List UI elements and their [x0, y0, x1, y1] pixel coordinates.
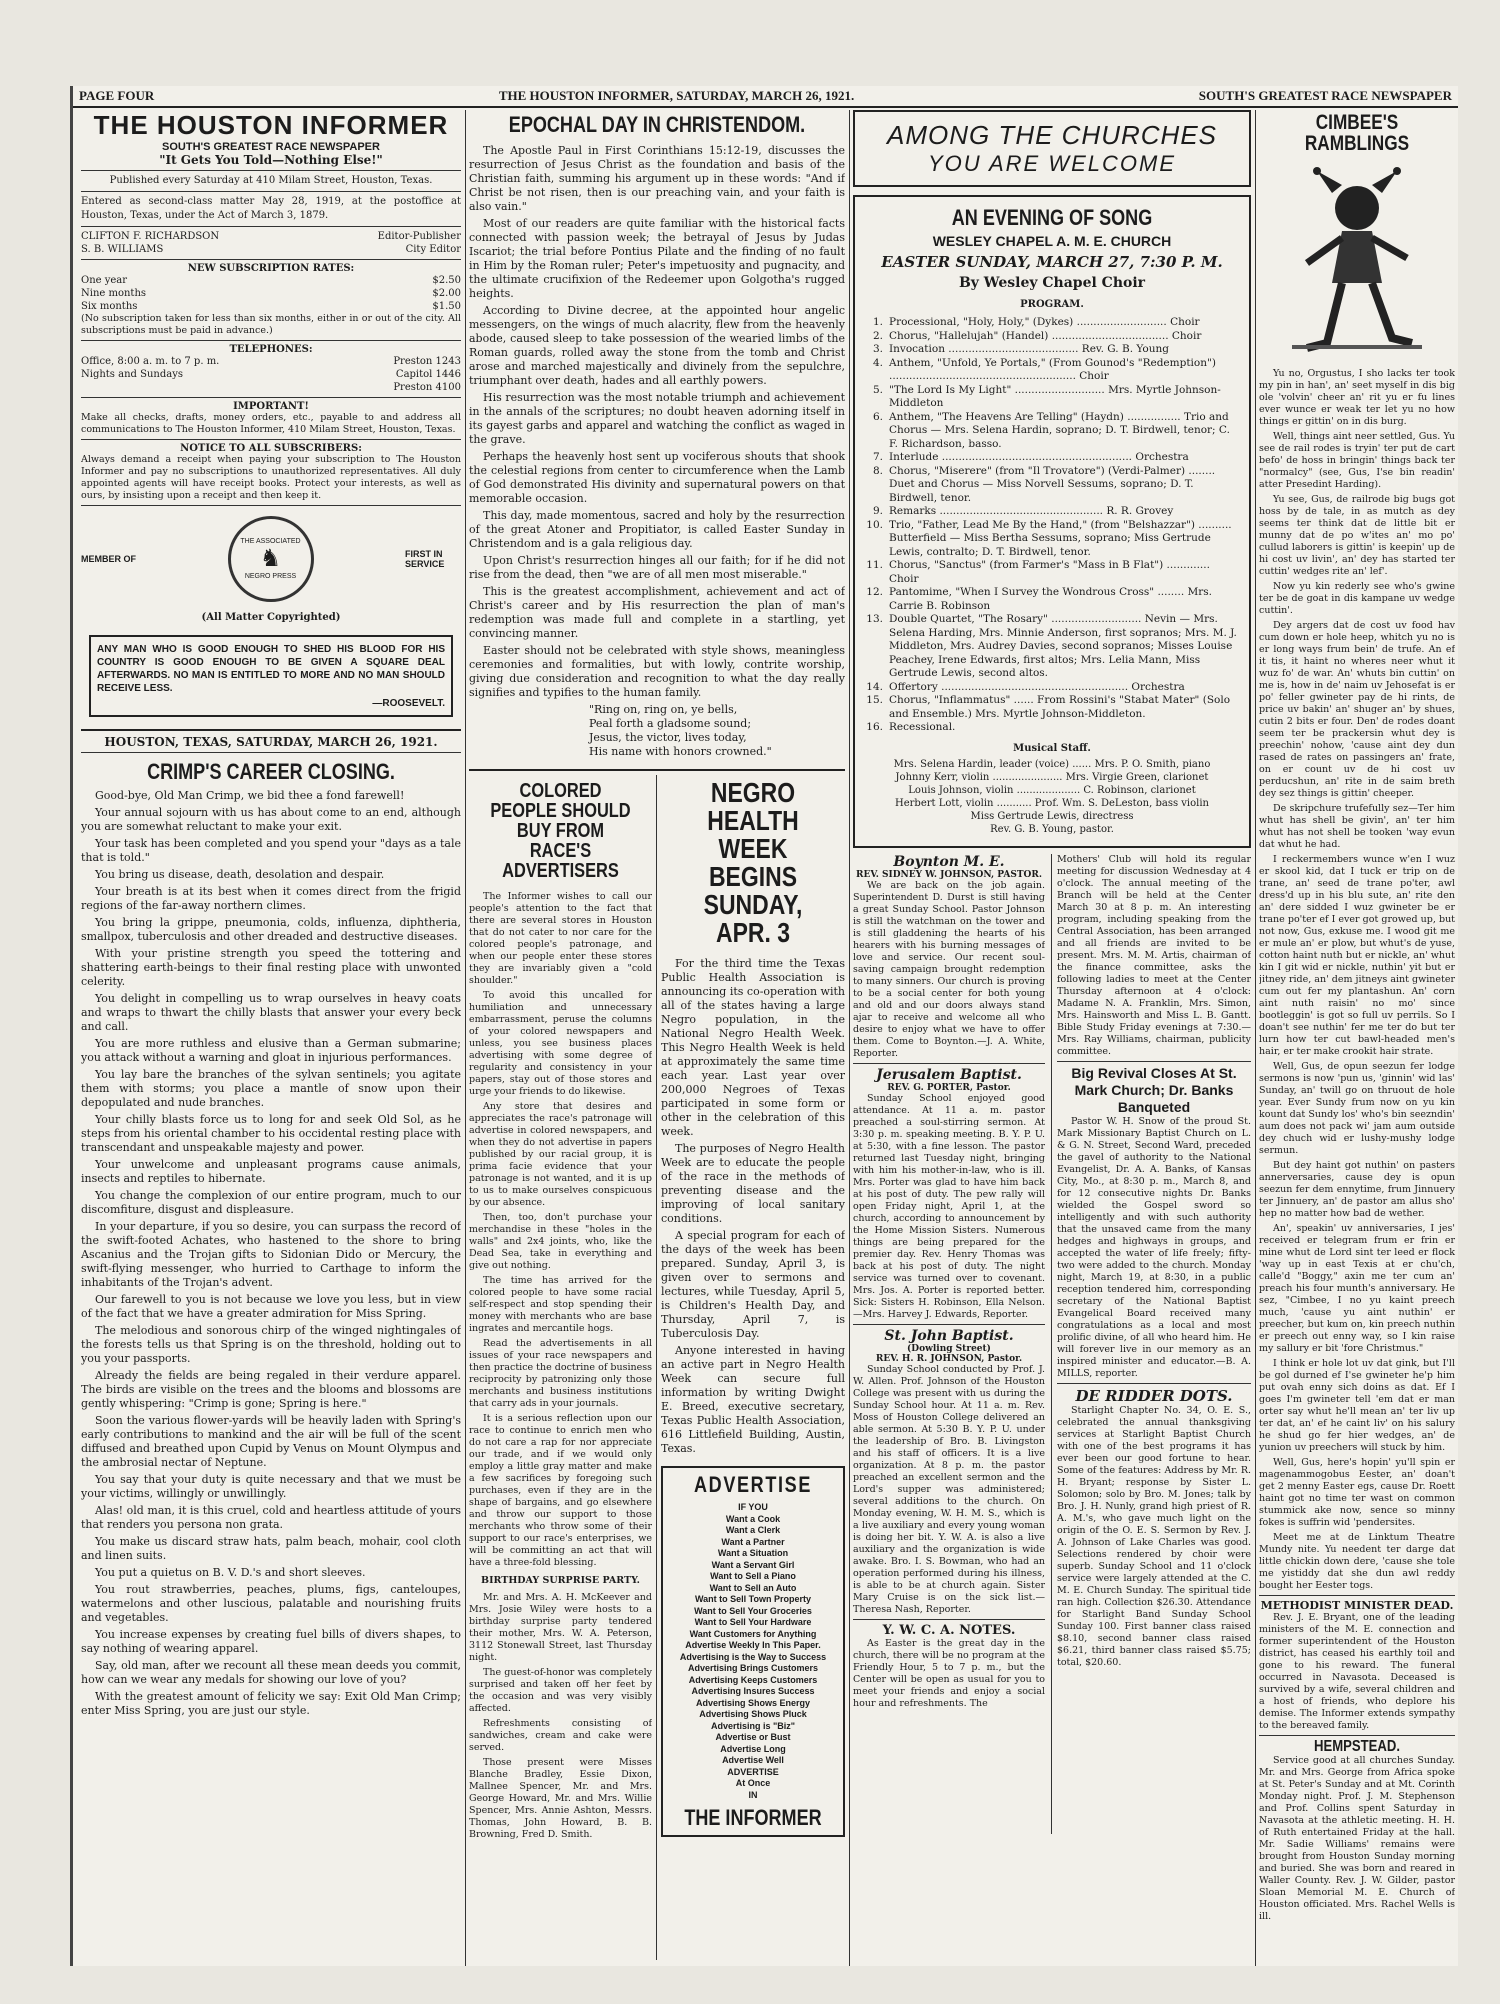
column-churches [853, 110, 1251, 1960]
program-number: 8. [872, 464, 883, 477]
phone-label: Office, 8:00 a. m. to 7 p. m. [81, 356, 220, 367]
seal-right: FIRST IN SERVICE [405, 549, 445, 569]
ywca-title: Y. W. C. A. NOTES. [882, 1622, 1016, 1638]
advertise-title: ADVERTISE [693, 1472, 813, 1497]
event-title: AN EVENING OF SONG [951, 205, 1153, 230]
paragraph: Dey argers dat de cost uv food hav cum down er hole heep, whitch yu no is er long ways frum bein' de trufe. An ef it tis, it haint no wheres neer whut it wuz fo' de war. An' whuts bin cuttin' on me is, how in de' naim uv Jehosefat is er po' feller gwineter pay de hi rints, de price uv bakin' an' shuger an' by shues, cutin 2 bits er four. Den' de rodes doant seem ter be prackersin whut dey is preechin' nohow, 'cause aint dey dun rased de rates on passingers an' frate, on er count uv de hi cost uv perducshun, an' rite in de saim breth dey sez things is gittin' cheeper. [1259, 620, 1455, 799]
paragraph: With your pristine strength you speed the tottering and shattering earth-beings to their final resting place with unwonted celerity. [81, 947, 461, 988]
page-header [73, 86, 1458, 108]
paragraph: This is the greatest accomplishment, achievement and act of Christ's career and by His resurrection the plan of man's redemption was made full and complete in a startling, yet convincing manner. [469, 585, 845, 640]
health-title: NEGRO HEALTH WEEK BEGINS SUNDAY, APR. 3 [703, 777, 803, 948]
staff-line: Mrs. Selena Hardin, leader (voice) ...... Mrs. P. O. Smith, piano [893, 758, 1211, 770]
phone-value: Preston 4100 [393, 382, 461, 393]
program-item [865, 411, 1239, 452]
crimp-article [81, 789, 461, 1718]
staff-line: Herbert Lott, violin ........... Prof. Wm. S. DeLeston, bass violin [895, 797, 1209, 809]
program-number: 15. [866, 694, 883, 706]
paragraph: The guest-of-honor was completely surprised and taken off her feet by the occasion and was very visibly affected. [469, 1667, 652, 1714]
negro-health-column [661, 775, 845, 1960]
paragraph: Alas! old man, it is this cruel, cold and heartless attitude of yours that renders you persona non grata. [81, 1504, 461, 1531]
newspaper-page [70, 86, 1458, 1966]
paragraph: You are more ruthless and elusive than a German submarine; you attack without a warning and gloat in injurious performances. [81, 1037, 461, 1064]
jerusalem-pastor: REV. G. PORTER, Pastor. [887, 1082, 1011, 1093]
program-number: 4. [872, 356, 883, 369]
crimp-title: CRIMP'S CAREER CLOSING. [147, 759, 395, 784]
advertise-line: Advertise Well [722, 1755, 784, 1765]
column-rule [1255, 110, 1256, 1966]
column-rule [465, 110, 466, 1966]
entered-line: Entered as second-class matter May 28, 1919, at the postoffice at Houston, Texas, under the Act of March 3, 1879. [81, 196, 461, 221]
stjohn-sub: (Dowling Street) [907, 1343, 991, 1354]
program-text: Chorus, "Inflammatus" ...... From Rossini's "Stabat Mater" (Solo and Ensemble.) Mrs. Myrtle Johnson-Middleton. [889, 694, 1231, 720]
boynton-title: Boynton M. E. [893, 853, 1005, 870]
paragraph: Mr. and Mrs. A. H. McKeever and Mrs. Josie Wiley were hosts to a birthday surprise party tendered their mother, Mrs. W. A. Peterson, 3112 Stonewall Street, last Thursday night. [469, 1592, 652, 1663]
dateline: HOUSTON, TEXAS, SATURDAY, MARCH 26, 1921. [104, 735, 438, 749]
epochal-poem [469, 703, 845, 759]
paragraph: Soon the various flower-yards will be heavily laden with Spring's early contributions to mankind and the air will be full of the scent diffused and breathed upon Cupid by Venus on Mount Olympus and the ambrosial nectar of Neptune. [81, 1414, 461, 1469]
paragraph: The Apostle Paul in First Corinthians 15:12-19, discusses the resurrection of Jesus Christ as the foundation and basis of the Christian faith, summing his argument up in these words: "And if Christ be not risen, then is our preaching vain, and your faith is also vain." [469, 144, 845, 213]
program-text: Anthem, "Unfold, Ye Portals," (From Gounod's "Redemption") ........................................................ Choir [889, 356, 1216, 382]
paragraph: Good-bye, Old Man Crimp, we bid thee a fond farewell! [95, 789, 405, 802]
advertise-line: Advertising Insures Success [691, 1686, 815, 1696]
revival-title: Big Revival Closes At St. Mark Church; Dr. Banks Banqueted [1071, 1064, 1237, 1115]
rates-title: NEW SUBSCRIPTION RATES: [187, 263, 355, 274]
advertise-line: Want a Partner [721, 1536, 785, 1547]
boynton-text: We are back on the job again. Superintendent D. Durst is still having a great Sunday School. Pastor Johnson is still the watchman on the tower and is still gladdening the hearts of his hearers with his burning messages of love and service. Our recent soul-saving campaign brought redemption to many sinners. Our church is proving to be a social center for both young and old and our doors always stand ajar to receive and welcome all who desire to enjoy what we have to offer them. Come to Boynton.—J. A. White, Reporter. [853, 879, 1045, 1059]
column-masthead [81, 110, 461, 1960]
staff-name: CLIFTON F. RICHARDSON [81, 231, 220, 242]
paragraph: Refreshments consisting of sandwiches, cream and cake were served. [469, 1718, 652, 1753]
paragraph: Already the fields are being regaled in their verdure apparel. The birds are visible on the trees and the blooms and blossoms are gently whispering: "Crimp is gone; Spring is here." [81, 1369, 461, 1410]
program-text: Chorus, "Miserere" (from "Il Trovatore") (Verdi-Palmer) ........ Duet and Chorus — Miss Norvell Sessums, soprano; D. T. Birdwell, tenor. [889, 464, 1216, 504]
program-number: 7. [872, 451, 883, 463]
program-text: Invocation ....................................... Rev. G. B. Young [889, 343, 1169, 355]
program-text: Offertory ........................................................ Orchestra [889, 680, 1185, 693]
paragraph: Your breath is at its best when it comes direct from the frigid regions of the far-away northern climes. [81, 885, 461, 912]
program-item [865, 559, 1239, 586]
paragraph: It is a serious reflection upon our race to continue to enrich men who do not care a rap for nor appreciate our trade, and if we would only employ a little gray matter and make a few sacrifices by foregoing such purchases, even if they are in the shape of bargains, and go elsewhere and throw our support to those merchants who throw some of their support to our race's enterprises, we will be committing an act that will have a three-fold blessing. [469, 1413, 652, 1568]
paragraph: This day, made momentous, sacred and holy by the resurrection of the great Atoner and Propitiator, is called Easter Sunday in Christendom and is a gala religious day. [469, 509, 845, 550]
advertise-line: At Once [735, 1778, 771, 1788]
program-text: Pantomime, "When I Survey the Wondrous Cross" ........ Mrs. Carrie B. Robinson [889, 586, 1212, 612]
advertise-line: Want a Situation [717, 1548, 789, 1558]
important-title: IMPORTANT! [233, 401, 309, 412]
copyright: (All Matter Copyrighted) [201, 612, 341, 623]
methodist-title: METHODIST MINISTER DEAD. [1260, 1599, 1454, 1612]
mothers-text: Mothers' Club will hold its regular meeting for discussion Wednesday at 4 o'clock. The annual meeting of the Branch will be held at the Center March 30 at 8 p. m. An interesting program, including speaking from the Central Association, has been arranged and all friends are invited to be present. Mrs. M. M. Artis, chairman of the finance committee, asks the following ladies to meet at the Center Thursday afternoon at 4 o'clock: Madame N. A. Franklin, Mrs. Simon, Mrs. Hainsworth and Miss L. B. Gantt. Bible Study Friday evenings at 7:30.—Mrs. Ray Williams, chairman, publicity committee. [1057, 853, 1251, 1057]
paragraph: I reckermembers wunce w'en I wuz er skool kid, dat I tuck er trip on de trane, an' seed de trane po'ter, awl dress'd up in his blu sute, an' rite den an' dere sidded I wuz gwineter be er trane po'ter ef I ever got growed up, but not now, Gus, exkuse me. I wood git me er mule an' er plow, but whut's de yuse, cotton haint nuth but er nickle, an' whut kin I git wid er nickle, nuthin' yit but er jitney ride, an' dem jitneys aint gwineter cum out fer my plantashun. An' corn aint nuth raisin' no mo' since bootleggin' is got so full uv perrils. So I doan't see nuthin' fer me ter do but ter lurn how ter cut bawl-headed men's hair, er ter make crookit hair strate. [1259, 854, 1455, 1057]
quote-text: ANY MAN WHO IS GOOD ENOUGH TO SHED HIS BLOOD FOR HIS COUNTRY IS GOOD ENOUGH TO BE GIVEN A SQUARE DEAL AFTERWARDS. NO MAN IS ENTITLED TO MORE AND NO MAN SHOULD RECEIVE LESS. [97, 644, 445, 694]
poem-line: Jesus, the victor, lives today, [589, 731, 747, 744]
paragraph: The time has arrived for the colored people to have some racial self-respect and stop spending their money with merchants who are base ingrates and mercantile hogs. [469, 1275, 652, 1334]
press-seal [81, 516, 461, 602]
paragraph: Most of our readers are quite familiar with the historical facts connected with passion week; the betrayal of Jesus by Judas Iscariot; the trial before Pontius Pilate and the finding of no fault in Him by the Roman ruler; Peter's impetuosity and pugnacity, and the ultimate crucifixion of the Redeemer upon Golgotha's rugged heights. [469, 217, 845, 300]
paragraph: Any store that desires and appreciates the race's patronage will advertise in colored newspapers, and when they do not advertise in papers published by our racial group, it is prima facie evidence that your patronage is not wanted, and it is up to us to make ourselves conspicuous by our absence. [469, 1101, 652, 1208]
paragraph: You rout strawberries, peaches, plums, figs, canteloupes, watermelons and other luscious, palatable and nourishing fruits and vegetables. [81, 1583, 461, 1624]
birthday-article [469, 1592, 652, 1841]
seal-left: MEMBER OF [81, 554, 136, 564]
paragraph: You put a quietus on B. V. D.'s and short sleeves. [95, 1566, 366, 1579]
rates-note: (No subscription taken for less than six months, either in or out of the city. All subscriptions must be paid in advance.) [81, 313, 461, 336]
churches-banner [853, 110, 1251, 187]
program-number: 16. [866, 721, 883, 733]
advertise-box [661, 1466, 845, 1837]
published-line: Published every Saturday at 410 Milam Street, Houston, Texas. [109, 175, 433, 186]
paragraph: An', speakin' uv anniversaries, I jes' received er telegram frum er frin er mine whut de Lord sint ter leed er flock 'way up in east Texis at er chu'ch, calle'd "Boggy," axin me ter cum an' preach his four munth's anniversary. He sez, "Cimbee, I no yu kaint preech much, 'cause yu aint nuthin' er preecher, but kum on, kin preech nuthin er preech out enny way, so I kin raise my sallury er bit 'fore Christmus." [1259, 1223, 1455, 1354]
page-number: PAGE FOUR [79, 88, 155, 103]
paragraph: De skripchure trufefully sez—Ter him whut has shell be givin', an' ter him whut has not shell be tooken 'way evun dat whut he had. [1259, 803, 1455, 850]
jerusalem-title: Jerusalem Baptist. [876, 1066, 1022, 1083]
churches-subtitle: YOU ARE WELCOME [928, 151, 1176, 176]
paragraph: Your unwelcome and unpleasant programs cause animals, insects and reptiles to hibernate. [81, 1158, 461, 1185]
rate-term: Nine months [81, 288, 147, 299]
advertise-line: Want to Sell Your Hardware [694, 1617, 812, 1627]
advertise-line: Want to Sell an Auto [709, 1582, 797, 1593]
church-news-left [853, 854, 1045, 1834]
program-number: 11. [866, 559, 883, 571]
event-date: EASTER SUNDAY, MARCH 27, 7:30 P. M. [881, 253, 1223, 271]
colored-people-column [469, 775, 652, 1960]
paragraph: Well, things aint neer settled, Gus. Yu see de rail rodes is tryin' ter put de cart befo' de hoss in bringin' things back ter "normalcy" (see, Gus, I'se bin readin' atter Presedint Harding). [1259, 431, 1455, 490]
rate-price: $2.00 [432, 288, 461, 299]
program-number: 3. [872, 343, 883, 355]
paragraph: Our farewell to you is not because we love you less, but in view of the fact that we have a greater admiration for Miss Spring. [81, 1293, 461, 1320]
program-text: Processional, "Holy, Holy," (Dykes) ........................... Choir [889, 316, 1200, 328]
paragraph: With the greatest amount of felicity we say: Exit Old Man Crimp; enter Miss Spring, you are just our style. [81, 1690, 461, 1717]
advertise-line: Advertising is "Biz" [710, 1720, 796, 1731]
program-number: 5. [872, 383, 883, 396]
paragraph: Yu no, Orgustus, I sho lacks ter took my pin in han', an' seet myself in dis big ole 'volvin' cheer an' rit yu er fu lines ever wunce er weak ter let yu no how things er gittin' on in dis burg. [1259, 368, 1455, 427]
program-text: Anthem, "The Heavens Are Telling" (Haydn) ................ Trio and Chorus — Mrs. Selena Hardin, soprano; D. T. Birdwell, tenor; C. F. Richardson, basso. [889, 410, 1230, 450]
paragraph: Anyone interested in having an active part in Negro Health Week can secure full information by writing Dwight E. Breed, executive secretary, Texas Public Health Association, 616 Littlefield Building, Austin, Texas. [661, 1344, 845, 1455]
advertise-line: Want a Clerk [725, 1525, 781, 1535]
seal-emblem [228, 516, 314, 602]
roosevelt-quote [89, 635, 453, 717]
program-item [865, 681, 1239, 695]
column-cimbee [1259, 110, 1455, 1960]
program-item [865, 519, 1239, 560]
staff-line: Johnny Kerr, violin ...................... Mrs. Virgie Green, clarionet [895, 771, 1209, 783]
phones-title: TELEPHONES: [229, 344, 313, 355]
program-title: PROGRAM. [1020, 299, 1084, 310]
staff-role: Editor-Publisher [377, 231, 461, 242]
program-item [865, 330, 1239, 344]
program-list [865, 316, 1239, 735]
program-item [865, 316, 1239, 330]
jerusalem-text: Sunday School enjoyed good attendance. At 11 a. m. pastor preached a soul-stirring sermon. At 3:30 p. m. speaking meeting. B. Y. P. U. at 5:30, with a fine lesson. The pastor returned last Tuesday night, bringing with him his mother-in-law, who is ill. Mrs. Porter was glad to have him back at his post of duty. The pew rally will open Friday night, April 1, at the church, according to announcement by the Home Mission Sisters. Numerous things are being prepared for the premier day. Rev. Henry Thomas was back at his post of duty. The night service was turned over to covenant. Mrs. Jos. A. Porter is reported better. Sick: Sisters H. Robinson, Ella Nelson.—Mrs. Harvey J. Edwards, Reporter. [853, 1092, 1045, 1320]
advertise-line: Want to Sell Town Property [694, 1594, 811, 1604]
notice-text: Always demand a receipt when paying your subscription to The Houston Informer and pay no subscriptions to unauthorized representatives. All duly appointed agents will have receipt books. Protect your interests, as well as ours, by insisting upon a receipt and then keep it. [81, 454, 461, 501]
methodist-text: Rev. J. E. Bryant, one of the leading ministers of the M. E. connection and former superintendent of the Houston district, has ceased his earthly toil and gone to his reward. The funeral occurred in Navasota. Deceased is survived by a wife, several children and a host of friends, who deplore his demise. The Informer extends sympathy to the bereaved family. [1259, 1612, 1455, 1731]
program-text: Interlude ......................................................... Orchestra [889, 451, 1189, 463]
hempstead-title: HEMPSTEAD. [1313, 1738, 1401, 1755]
phone-value: Preston 1243 [393, 356, 461, 367]
masthead-subtitle: SOUTH'S GREATEST RACE NEWSPAPER [162, 141, 380, 153]
staff-name: S. B. WILLIAMS [81, 244, 164, 255]
church-news [853, 854, 1251, 1834]
paragraph: Yu see, Gus, de railrode big bugs got hoss by de tale, in as mutch as dey seems ter think dat de little bit er munny dat de po w'ites an' mo po' cullud laborers is gittin' is keepin' up de hi cost uv livin', an' dey has started ter cuttin' wedges rite an' lef'. [1259, 494, 1455, 577]
program-item [865, 505, 1239, 519]
paragraph: The melodious and sonorous chirp of the winged nightingales of the forests tells us that Spring is on the threshold, holding out to you your passports. [81, 1324, 461, 1365]
advertise-list [667, 1502, 839, 1801]
paragraph: Well, Gus, here's hopin' yu'll spin er magenammogobus Eester, an' doan't get 2 menny Easter egs, cause Dr. Roett haint got no time ter wast on common stummick ake now, sence so minny fokes is suffrin wid 'pendersites. [1259, 1457, 1455, 1528]
paragraph: Now yu kin rederly see who's gwine ter be de goat in dis kampane uv wedge cuttin'. [1259, 581, 1455, 616]
staff-line: Miss Gertrude Lewis, directress [970, 810, 1134, 822]
stjohn-pastor: REV. H. R. JOHNSON, Pastor. [875, 1353, 1023, 1364]
paragraph: Then, too, don't purchase your merchandise in these "holes in the walls" and 2x4 joints, who, like the Dead Sea, take in everything and give out nothing. [469, 1212, 652, 1271]
paragraph: In your departure, if you so desire, you can surpass the record of the swift-footed Achates, who hastened to the shore to bring Ascanius and the Trojan gifts to Sidonian Dido or Mercury, the swift-flying messenger, who hurried to Carthage to inform the inhabitants of the Trojan's advent. [81, 1220, 461, 1289]
stjohn-title: St. John Baptist. [884, 1327, 1014, 1344]
colored-title: COLORED PEOPLE SHOULD BUY FROM RACE'S ADVERTISERS [490, 780, 631, 882]
paragraph: I think er hole lot uv dat gink, but I'll be gol durned ef I'se gwineter he'p him put ovah enny sich doins as dat. Ef I goes I'm gwineter tell 'em dat er man orter say whut he'll mean an' ter liv up ter dat, an' ef he caint liv' on his salury he shud go fer hier wedges, an' de yunion uv preechers will stuck by him. [1259, 1358, 1455, 1453]
boynton-pastor: REV. SIDNEY W. JOHNSON, PASTOR. [856, 869, 1042, 880]
hempstead-text: Service good at all churches Sunday. Mr. and Mrs. George from Africa spoke at St. Peter's Sunday and at Mt. Corinth Monday night. Prof. J. M. Stephenson and Prof. Collins spent Saturday in Navasota at the athletic meeting. H. H. of Ruth entertained Friday at the hall. Mr. Sadie Williams' remains were brought from Houston Sunday morning and buried. She was born and reared in Waller County. Rev. J. W. Gilder, pastor Sloan Memorial M. E. Church of Houston officiated. Mrs. Rachel Wells is ill. [1259, 1755, 1455, 1922]
paragraph: Your annual sojourn with us has about come to an end, although you are somewhat reluctant to make your exit. [81, 806, 461, 833]
program-item [865, 586, 1239, 613]
program-text: Chorus, "Hallelujah" (Handel) ................................... Choir [889, 329, 1202, 342]
cimbee-article [1259, 368, 1455, 1592]
paragraph: Say, old man, after we recount all these mean deeds you commit, how can we wear any medals for showing our love of you? [81, 1659, 461, 1686]
lower-editorials [469, 775, 845, 1960]
program-number: 14. [866, 680, 883, 693]
advertise-line: Advertising Keeps Customers [688, 1674, 818, 1685]
program-text: "The Lord Is My Light" ........................... Mrs. Myrtle Johnson-Middleton [889, 383, 1221, 409]
epochal-title: EPOCHAL DAY IN CHRISTENDOM. [508, 112, 806, 137]
churches-title: AMONG THE CHURCHES [886, 120, 1217, 150]
column-editorials [469, 110, 845, 1960]
paragraph: His resurrection was the most notable triumph and achievement in the annals of the scriptures; no doubt heaven adorning itself in its gayest garbs and apparel and watching the conflict as waged in the grave. [469, 391, 845, 446]
program-item [865, 613, 1239, 681]
advertise-line: ADVERTISE [727, 1766, 779, 1777]
advertise-line: Advertising is the Way to Success [679, 1651, 827, 1662]
evening-of-song-box [853, 195, 1251, 848]
advertise-line: IF YOU [738, 1502, 768, 1512]
issue-line: THE HOUSTON INFORMER, SATURDAY, MARCH 26, 1921. [498, 88, 855, 103]
program-number: 2. [872, 329, 883, 342]
cimbee-title: CIMBEE'S RAMBLINGS [1304, 111, 1410, 155]
paragraph: You lay bare the branches of the sylvan sentinels; you agitate them with storms; you place a mantle of snow upon their depopulated and nude branches. [81, 1068, 461, 1109]
program-number: 1. [872, 316, 883, 328]
program-text: Double Quartet, "The Rosary" ........................... Nevin — Mrs. Selena Harding, Mrs. Minnie Anderson, first sopranos; Mrs. M. J. Middleton, Mrs. Audrey Davies, second sopranos; Misses Louise Peachey, Irene Edwards, first altos; Mrs. Lelia Mann, Miss Gertrude Lewis, second altos. [889, 613, 1237, 679]
health-article [661, 957, 845, 1456]
program-number: 12. [866, 586, 883, 598]
program-text: Chorus, "Sanctus" (from Farmer's "Mass in B Flat") ............. Choir [889, 559, 1210, 585]
staff-line: Rev. G. B. Young, pastor. [990, 823, 1114, 835]
staff-line: Louis Johnson, violin .................... C. Robinson, clarionet [908, 784, 1196, 796]
program-text: Recessional. [889, 721, 956, 733]
masthead-slogan: "It Gets You Told—Nothing Else!" [159, 153, 383, 167]
advertise-line: Advertising Brings Customers [687, 1663, 819, 1673]
advertise-line: Advertise or Bust [715, 1732, 791, 1742]
program-item [865, 465, 1239, 506]
colored-article [469, 891, 652, 1569]
program-item [865, 721, 1239, 735]
deridder-title: DE RIDDER DOTS. [1075, 1386, 1233, 1405]
seal-bottom: NEGRO PRESS [244, 573, 297, 580]
rate-price: $1.50 [432, 301, 461, 312]
jester-illustration [1259, 158, 1455, 368]
seal-top: THE ASSOCIATED [240, 538, 301, 545]
program-text: Remarks ................................................. R. R. Grovey [889, 505, 1174, 517]
advertise-line: Want to Sell a Piano [710, 1571, 796, 1581]
paragraph: You delight in compelling us to wrap ourselves in heavy coats and wraps to thwart the chilly blasts that answer your every beck and call. [81, 992, 461, 1033]
advertise-line: Advertising Shows Pluck [699, 1709, 807, 1719]
paragraph: Perhaps the heavenly host sent up vociferous shouts that shook the celestial regions from center to circumference when the Lamb of God demonstrated His divinity and supernatural powers on that memorable occasion. [469, 450, 845, 505]
program-item [865, 384, 1239, 411]
paragraph: Meet me at de Linktum Theatre Mundy nite. Yu needent ter darge dat little chickin down dere, 'cause she tole me yistiddy dat she dun awl reddy bought her Eester togs. [1259, 1532, 1455, 1591]
advertise-line: Advertise Weekly In This Paper. [685, 1640, 821, 1650]
notice-title: NOTICE TO ALL SUBSCRIBERS: [180, 443, 362, 454]
phone-value: Capitol 1446 [395, 369, 461, 380]
advertise-line: Advertise Long [720, 1743, 786, 1754]
advertise-line: Advertising Shows Energy [695, 1697, 811, 1708]
paragraph: A special program for each of the days of the week has been prepared. Sunday, April 3, is given over to sermons and lectures, while Tuesday, April 5, is Children's Health Day, and Thursday, April 7, is Tuberculosis Day. [661, 1229, 845, 1340]
staff-list [865, 758, 1239, 836]
advertise-line: Want a Cook [725, 1513, 781, 1524]
program-item [865, 451, 1239, 465]
advertise-line: IN [748, 1789, 758, 1800]
owl-icon: ♞ [259, 545, 282, 572]
advertise-line: Want a Servant Girl [711, 1559, 795, 1570]
staff-role: City Editor [405, 244, 461, 255]
poem-line: His name with honors crowned." [589, 745, 772, 758]
paragraph: The purposes of Negro Health Week are to educate the people of the race in the methods of preventing disease and the improving of local sanitary conditions. [661, 1142, 845, 1225]
paragraph: Read the advertisements in all issues of your race newspapers and then practice the doctrine of business reciprocity by patronizing only those merchants and business institutions that carry ads in your journals. [469, 1338, 652, 1409]
paragraph: Easter should not be celebrated with style shows, meaningless ceremonies and formalities, but with lowly, contrite worship, giving due consideration and recognition to what the day really signifies and typifies to the human family. [469, 644, 845, 699]
paragraph: You make us discard straw hats, palm beach, mohair, cool cloth and linen suits. [81, 1535, 461, 1562]
quote-author: —ROOSEVELT. [372, 698, 445, 709]
paragraph: According to Divine decree, at the appointed hour angelic messengers, on the wings of much alacrity, flew from the heavenly abode, caused sleep to take possession of the wearied limbs of the Roman guards, rolled away the stone from the tomb and Christ arose and marched majestically and divinely from the sepulchre, triumphant over death, hades and all earthly powers. [469, 304, 845, 387]
program-item [865, 343, 1239, 357]
paragraph: The Informer wishes to call our people's attention to the fact that there are several stores in Houston that do not cater to nor care for the colored people's patronage, and when our people enter these stores they are invariably given a "cold shoulder." [469, 891, 652, 986]
paragraph: For the third time the Texas Public Health Association is announcing its co-operation with all of the states having a large Negro population, in the National Negro Health Week. This Negro Health Week is held at approximately the same time each year. Last year over 200,000 Negroes of Texas participated in some form or other in the celebration of this week. [661, 957, 845, 1138]
column-rule [849, 110, 850, 1966]
paragraph: Your chilly blasts force us to long for and seek Old Sol, as he steps from his oriental chamber to his occidental resting place with transcendant and unspeakable majesty and power. [81, 1113, 461, 1154]
birthday-title: BIRTHDAY SURPRISE PARTY. [481, 1575, 640, 1586]
poem-line: "Ring on, ring on, ye bells, [589, 703, 738, 716]
header-slogan: SOUTH'S GREATEST RACE NEWSPAPER [1198, 88, 1452, 103]
program-number: 13. [866, 613, 883, 625]
deridder-text: Starlight Chapter No. 34, O. E. S., celebrated the annual thanksgiving services at Starlight Baptist Church with one of the best programs it has ever been our good fortune to hear. Some of the features: Address by Mr. R. H. Bryant; response by Sister L. Solomon; solo by Bro. M. Jones; talk by Bro. J. H. Nunly, grand high priest of R. A. M.'s, who gave much light on the origin of the O. E. S. Sermon by Rev. J. A. Johnson of Lake Charles was good. Selections rendered by choir were superb. Sunday School and 11 o'clock service were largely attended at the C. M. E. Church Sunday. The spiritual tide ran high. Collection $26.30. Attendance for Starlight Band Sunday School Sunday 100. First banner class raised $8.10, second banner class raised $6.21, third banner class raised $5.75; total, $20.60. [1057, 1404, 1251, 1668]
paragraph: You change the complexion of our entire program, much to our discomfiture, disgust and displeasure. [81, 1189, 461, 1216]
stjohn-text: Sunday School conducted by Prof. J. W. Allen. Prof. Johnson of the Houston College was present with us during the Sunday School hour. At 11 a. m. Rev. Moss of Houston College delivered an able sermon. At 5:30 B. Y. P. U. under the leadership of Bro. B. Livingston and his staff of officers. It is a live organization. At 8 p. m. the pastor preached an excellent sermon and the Lord's supper was administered; several additions to the church. On Monday evening, W. H. M. S., which is a live auxiliary and every young woman is doing her bit. Y. W. A. is also a live auxiliary and the organization is wide awake. Bro. I. S. Bowman, who had an operation performed during his illness, is able to be at church again. Sister Mary Cruise is on the sick list.—Theresa Nash, Reporter. [853, 1363, 1045, 1615]
rate-term: One year [81, 275, 128, 286]
program-number: 9. [872, 505, 883, 517]
advertise-informer: THE INFORMER [684, 1805, 822, 1830]
paragraph: Well, Gus, de opun seezun fer lodge sermons is now 'pun us, 'ginnin' wid las' Sunday, an' twill go on thruout de hole year. Ever Sundy frum now on yu kin kount dat Sundy los' who's bin seezndin' aum does not pack wi' jam aum outside dey chuch wid er lushy-mushy lodge sermun. [1259, 1061, 1455, 1156]
program-item [865, 694, 1239, 721]
ywca-text: As Easter is the great day in the church, there will be no program at the Friendly Hour, 5 to 7 p. m., but the Center will be open as usual for you to meet your friends and enjoy a social hour and refreshments. The [853, 1637, 1045, 1709]
advertise-line: Want to Sell Your Groceries [694, 1605, 812, 1616]
paragraph: You bring us disease, death, desolation and despair. [95, 868, 385, 881]
paragraph: Those present were Misses Blanche Bradley, Essie Dixon, Mallnee Spencer, Mr. and Mrs. George Howard, Mr. and Mrs. Willie Spencer, Mrs. Annie Ashton, Messrs. Thomas, John Howard, B. B. Browning, Fred D. Smith. [469, 1757, 652, 1840]
poem-line: Peal forth a gladsome sound; [589, 717, 752, 730]
rate-term: Six months [81, 301, 138, 312]
epochal-article [469, 144, 845, 700]
event-by: By Wesley Chapel Choir [958, 275, 1146, 291]
paragraph: You increase expenses by creating fuel bills of divers shapes, to say nothing of wearing apparel. [81, 1628, 461, 1655]
phone-label: Nights and Sundays [81, 369, 183, 380]
program-number: 6. [872, 410, 883, 423]
jester-icon [1282, 163, 1432, 363]
paragraph: To avoid this uncalled for humiliation and unnecessary embarrassment, peruse the columns of your colored newspapers and unless, you see business places advertising with some degree of regularity and consistency in your papers, stay out of those stores and urge your friends to do likewise. [469, 990, 652, 1097]
revival-text: Pastor W. H. Snow of the proud St. Mark Missionary Baptist Church on L. & G. N. Street, Second Ward, preceded the gavel of authority to the National Evangelist, Dr. A. A. Banks, of Kansas City, Mo., at 8:30 p. m., March 8, and for 12 consecutive nights Dr. Banks wielded the Gospel sword so intelligently and with such authority that the unsaved came from the many hedges and highways in groups, and accepted the water of life freely; fifty-two were added to the church. Monday night, March 19, at 8:30, in a public reception tendered him, corresponding secretary of the National Baptist Evangelical Board received many congratulations as a local and most prolific divine, of all who heard him. He will forever live in our memory as an inspired minister and educator.—B. A. MILLS, reporter. [1057, 1115, 1251, 1379]
rate-price: $2.50 [432, 275, 461, 286]
church-news-right [1057, 854, 1251, 1834]
program-item [865, 357, 1239, 384]
program-text: Trio, "Father, Lead Me By the Hand," (from "Belshazzar") .......... Butterfield — Miss Bertha Sessums, soprano; Miss Gertrude Lewis, contralto; D. T. Birdwell, tenor. [889, 518, 1232, 558]
program-number: 10. [866, 518, 883, 531]
masthead-title: THE HOUSTON INFORMER [93, 110, 449, 140]
paragraph: You bring la grippe, pneumonia, colds, influenza, diphtheria, smallpox, tuberculosis and other dreaded and destructive diseases. [81, 916, 461, 943]
paragraph: Your task has been completed and you spend your "days as a tale that is told." [81, 837, 461, 864]
paragraph: But dey haint got nuthin' on pasters annerversaries, cause dey is opun seezun fer dem ennytime, frum Jinnuery ter Jinnuery, an' de pastor am allus sho' hep no matter how bad de wether. [1259, 1160, 1455, 1219]
staff-title: Musical Staff. [1013, 742, 1091, 754]
important-text: Make all checks, drafts, money orders, etc., payable to and address all communications to The Houston Informer, 410 Milam Street, Houston, Texas. [81, 412, 461, 435]
advertise-line: Want Customers for Anything [689, 1628, 817, 1639]
paragraph: You say that your duty is quite necessary and that we must be your victims, willingly or unwillingly. [81, 1473, 461, 1500]
event-church: WESLEY CHAPEL A. M. E. CHURCH [932, 233, 1172, 249]
paragraph: Upon Christ's resurrection hinges all our faith; for if he did not rise from the dead, then "we are of all men most miserable." [469, 554, 845, 581]
